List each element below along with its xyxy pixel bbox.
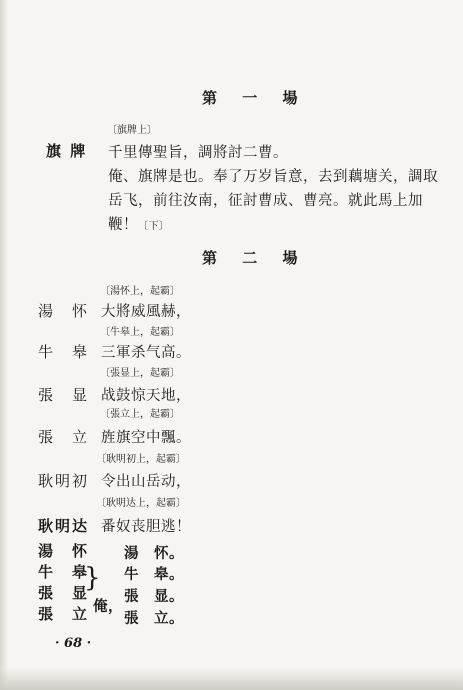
dialogue-line <box>108 213 170 234</box>
stage-direction: 〔下〕 <box>138 221 170 232</box>
stage-direction: 〔張立上，起霸〕 <box>100 409 180 420</box>
speaker-name: 張 立 <box>38 605 90 623</box>
dialogue-line: 千里傳聖旨，調將討二曹。 <box>108 145 288 161</box>
dialogue-line: 張 立。 <box>124 610 184 627</box>
speaker-name: 張 显 <box>38 584 90 602</box>
dialogue-line: 張 显。 <box>124 588 184 605</box>
stage-direction: 〔耿明初上，起霸〕 <box>96 454 186 465</box>
stage-direction: 〔耿明达上，起霸〕 <box>96 498 186 509</box>
speaker-name: 張 显 <box>38 386 90 404</box>
speaker-name: 湯 怀 <box>38 302 90 320</box>
grouping-brace: } <box>84 563 101 593</box>
dialogue-line: 番奴丧胆逃！ <box>101 519 191 535</box>
speaker-name: 牛 皋 <box>38 343 90 361</box>
scene2-heading: 第 二 場 <box>202 249 308 267</box>
dialogue-line: 牛 皋。 <box>124 566 184 583</box>
dialogue-line: 战鼓惊天地， <box>101 388 191 404</box>
speaker-name: 牛 皋 <box>38 563 90 581</box>
dialogue-line: 俺， <box>93 598 123 615</box>
dialogue-line: 岳飞，前往汝南，征討曹成、曹亮。就此馬上加 <box>108 193 423 209</box>
dialogue-line: 俺、旗牌是也。奉了万岁旨意，去到藕塘关，調取 <box>108 169 438 185</box>
page-bottom-shadow <box>0 668 463 690</box>
dialogue-line: 三軍杀气高。 <box>101 345 191 361</box>
stage-direction: 〔湯怀上，起霸〕 <box>100 286 180 297</box>
page-number: · 68 · <box>55 636 92 651</box>
dialogue-text: 鞭！ <box>108 217 138 233</box>
dialogue-line: 令出山岳动， <box>101 474 191 490</box>
dialogue-line: 湯 怀。 <box>124 545 184 562</box>
speaker-name: 張 立 <box>38 428 90 446</box>
stage-direction: 〔旗牌上〕 <box>107 125 157 136</box>
speaker-name: 湯 怀 <box>38 542 90 560</box>
page-edge-shadow <box>0 0 8 690</box>
speaker-name: 耿明初 <box>38 472 90 490</box>
speaker-name: 旗 牌 <box>46 142 88 160</box>
speaker-name: 耿明达 <box>38 517 90 535</box>
stage-direction: 〔張显上，起霸〕 <box>100 368 180 379</box>
scene1-heading: 第 一 場 <box>202 89 308 107</box>
stage-direction: 〔牛皋上，起霸〕 <box>100 327 180 338</box>
dialogue-line: 旌旗空中飄。 <box>101 430 191 446</box>
dialogue-line: 大將威風赫， <box>101 304 191 320</box>
